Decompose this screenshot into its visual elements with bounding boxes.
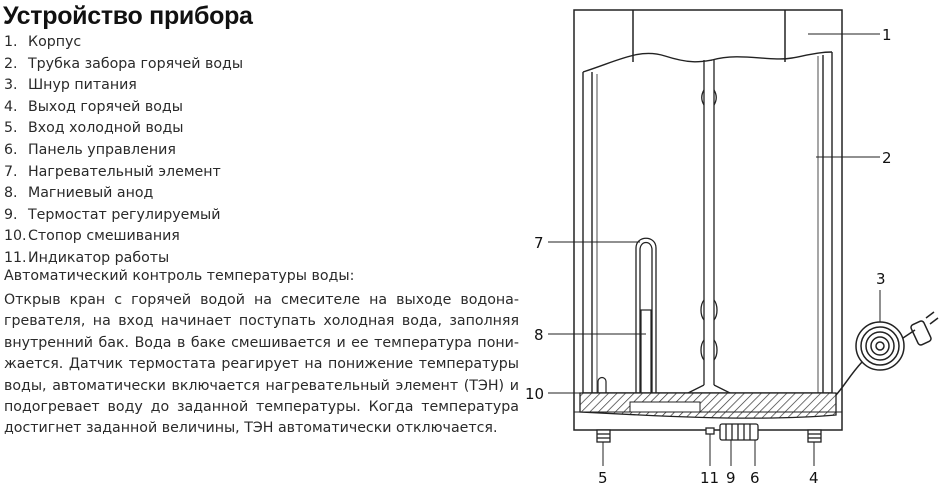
legend-item-number: 7. [4,163,18,180]
hot-water-tube [688,60,730,393]
callout-8: 8 [534,326,544,344]
legend-item-number: 4. [4,98,18,115]
callout-11: 11 [700,469,720,487]
legend-item-label: Шнур питания [28,77,137,94]
mixing-stopper [598,378,606,394]
legend-item-number: 8. [4,185,18,202]
legend-item-label: Термостат регулируемый [28,206,221,223]
legend-item-number: 10. [4,228,27,245]
auto-control-title: Автоматический контроль температуры воды: [4,268,355,284]
legend-item-label: Выход горячей воды [28,98,183,115]
legend-item-label: Корпус [28,34,82,50]
callout-6: 6 [750,469,760,487]
hot-water-outlet-pipe [808,430,821,442]
legend-item-label: Вход холодной воды [28,120,184,137]
callout-5: 5 [598,469,608,487]
inner-tank [583,52,832,393]
legend-item-number: 3. [4,77,18,94]
casing [574,10,842,430]
cold-water-inlet-pipe [597,430,610,442]
callout-1: 1 [882,26,892,44]
callout-2: 2 [882,149,892,167]
legend-item-number: 5. [4,120,18,137]
callout-4: 4 [809,469,819,487]
legend-item-label: Панель управления [28,141,176,158]
legend-item-number: 1. [4,34,18,50]
page-title: Устройство прибора [3,2,253,30]
legend-item-label: Трубка забора горячей воды [28,55,244,72]
callout-9: 9 [726,469,736,487]
legend-item-label: Магниевый анод [28,185,154,202]
tank-bottom-flange [574,393,842,418]
power-cord [836,312,938,395]
legend-item-label: Индикатор работы [28,249,170,266]
heating-element [636,238,656,395]
description-paragraph: Открыв кран с горячей водой на смесителе на выходе водонагревателя, на вход начинает поступать холодная вода, заполняя внутренний бак. Вода в баке смешивается и ее температура понижается. Датчик термостата реагирует на понижение температуры воды, автоматически включается нагревательный элемент (ТЭН) и подогревает воду до заданной температуры. Когда температура достигнет заданной величины, ТЭН автоматически отключается. [4,292,519,437]
legend-item-number: 11. [4,249,27,266]
callout-10: 10 [525,385,545,403]
callout-7: 7 [534,234,544,252]
control-panel [706,424,758,440]
callout-3: 3 [876,270,886,288]
legend-item-number: 6. [4,141,18,158]
legend-item-number: 9. [4,206,18,223]
legend-item-label: Нагревательный элемент [28,163,221,180]
legend-item-label: Стопор смешивания [28,228,180,245]
magnesium-anode [641,310,651,395]
legend-item-number: 2. [4,55,18,72]
